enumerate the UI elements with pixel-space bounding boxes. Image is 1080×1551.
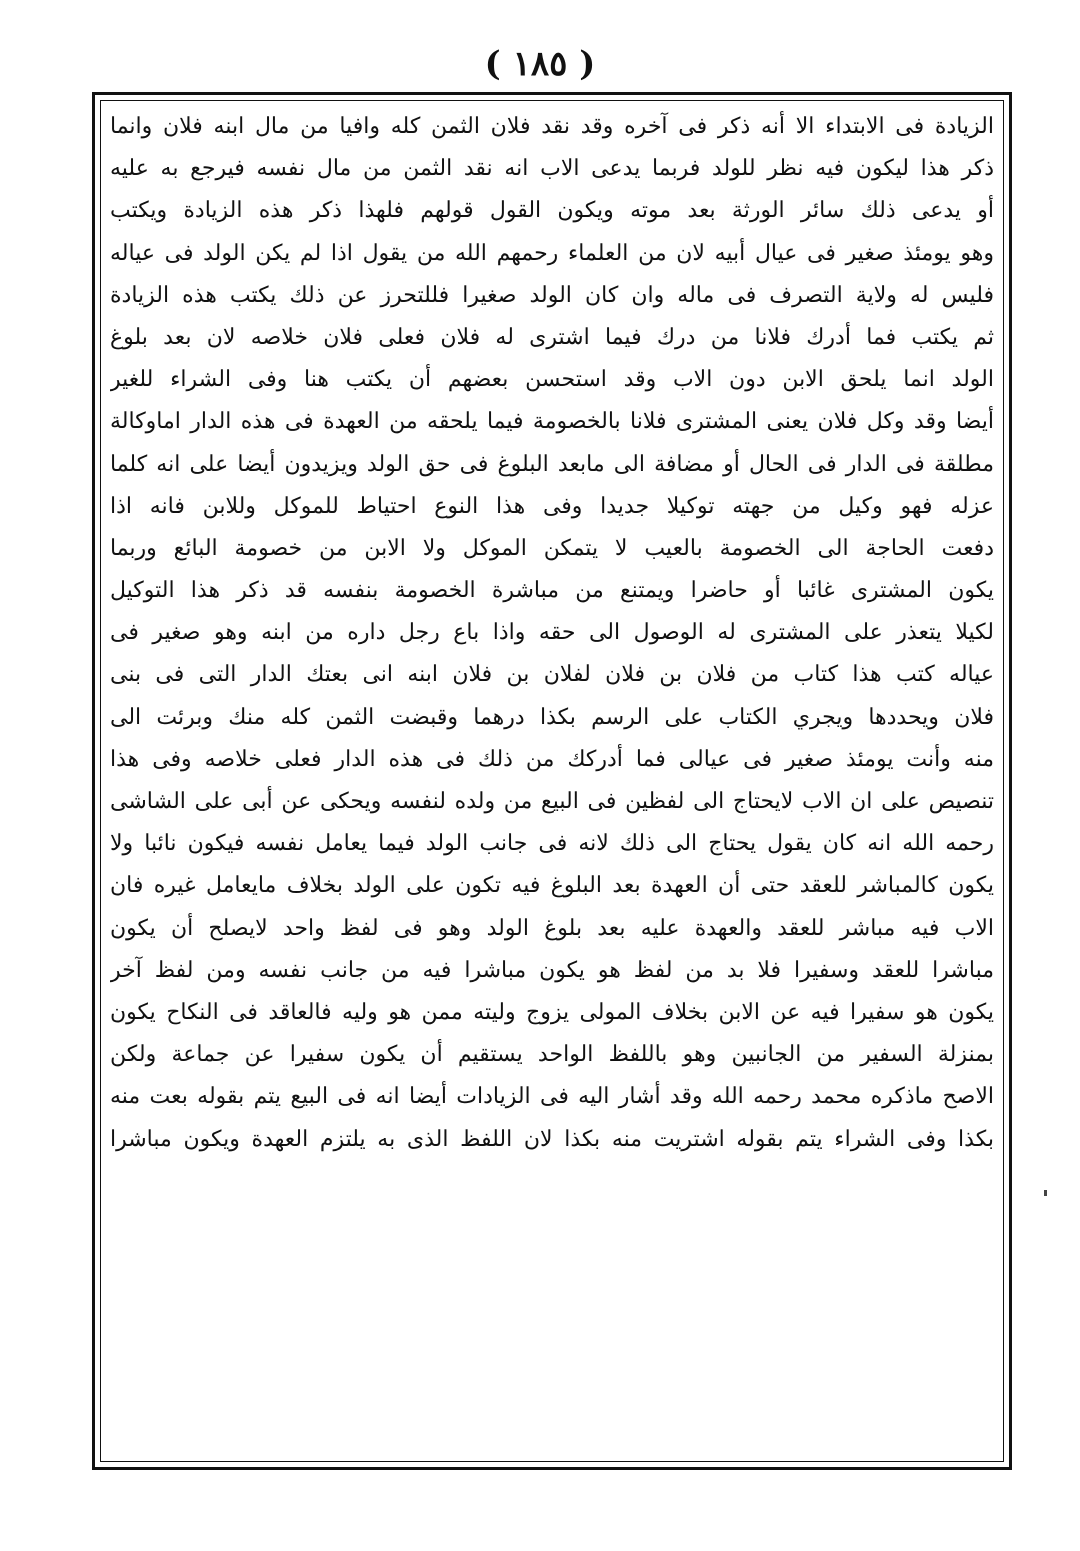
text-line: مطلقة فى الدار فى الحال أو مضافة الى مابعد البلوغ فى حق الولد ويزيدون أيضا على انه كلما <box>110 451 994 477</box>
body-text <box>110 106 994 1456</box>
text-line: الزيادة فى الابتداء الا أنه ذكر فى آخره وقد نقد فلان الثمن كله وافيا من مال ابنه فلان وانما <box>110 114 994 139</box>
text-line: بمنزلة السفير من الجانبين وهو باللفظ الواحد يستقيم أن يكون سفيرا عن جماعة ولكن <box>110 1042 994 1068</box>
text-line: تنصيص على ان الاب لايحتاج الى لفظين فى البيع من ولده لنفسه ويحكى عن أبى على الشاشى <box>110 789 994 814</box>
text-line: عزله فهو وكيل من جهته توكيلا جديدا وفى هذا النوع احتياط للموكل وللابن فانه اذا <box>110 493 994 519</box>
text-line: بكذا وفى الشراء يتم بقوله اشتريت منه بكذا لان اللفظ الذى به يلتزم العهدة ويكون مباشرا <box>110 1126 994 1152</box>
text-line: الولد انما يلحق الابن دون الاب وقد استحسن بعضهم أن يكتب هنا وفى الشراء للغير <box>110 367 994 393</box>
text-line: منه وأنت يومئذ صغير فى عيالى فما أدركك من ذلك فى هذه الدار فعلى خلاصه وفى هذا <box>110 746 994 772</box>
text-line: أو يدعى ذلك سائر الورثة بعد موته ويكون القول قولهم فلهذا ذكر هذه الزيادة ويكتب <box>110 198 994 224</box>
text-line: وهو يومئذ صغير فى عيال أبيه لان من العلماء رحمهم الله من يقول اذا لم يكن الولد فى عياله <box>110 240 994 266</box>
text-line: دفعت الحاجة الى الخصومة بالعيب لا يتمكن الموكل ولا الابن من خصومة البائع وربما <box>110 535 994 561</box>
text-line: ثم يكتب فما أدرك فلانا من درك فيما اشترى له فلان فعلى فلان خلاصه لان بعد بلوغ <box>110 324 994 350</box>
text-line: ذكر هذا ليكون فيه نظر للولد فربما يدعى الاب انه نقد الثمن من مال نفسه فيرجع به عليه <box>110 156 994 182</box>
text-line: لكيلا يتعذر على المشترى له الوصول الى حقه واذا باع رجل داره من ابنه وهو صغير فى <box>110 620 994 646</box>
text-line: يكون المشترى غائبا أو حاضرا ويمتنع من مباشرة الخصومة بنفسه قد ذكر هذا التوكيل <box>110 578 994 604</box>
text-line: أيضا وقد وكل فلان يعنى المشترى فلانا بالخصومة فيما يلحقه من العهدة فى هذه الدار اماوكالة <box>110 409 994 435</box>
text-line: رحمه الله انه كان يقول يحتاج الى ذلك لانه فى جانب الولد فيما يعامل نفسه فيكون نائبا ولا <box>110 831 994 857</box>
text-line: الاب فيه مباشر للعقد والعهدة عليه بعد بلوغ الولد وهو فى لفظ واحد لايصلح أن يكون <box>110 915 994 941</box>
text-line: يكون كالمباشر للعقد حتى أن العهدة بعد البلوغ فيه تكون على الولد بخلاف مايعامل غيره فان <box>110 873 994 899</box>
scan-speck <box>1044 1190 1047 1196</box>
text-line: مباشرا للعقد وسفيرا فلا بد من لفظ هو يكون مباشرا فيه من جانب نفسه ومن لفظ آخر <box>110 957 994 983</box>
text-line: الاصح ماذكره محمد رحمه الله وقد أشار اليه فى الزيادات أيضا انه فى البيع يتم بقوله بعت منه <box>110 1084 994 1110</box>
page-number: ( ١٨٥ ) <box>484 44 596 84</box>
text-line: عياله كتب هذا كتاب من فلان بن فلان لفلان بن فلان ابنه انى بعتك الدار التى فى بنى <box>110 662 994 688</box>
text-line: يكون هو سفيرا فيه عن الابن بخلاف المولى يزوج وليته ممن هو وليه فالعاقد فى النكاح يكون <box>110 999 994 1025</box>
text-line: فليس له ولاية التصرف فى ماله وان كان الولد صغيرا فللتحرز عن ذلك يكتب هذه الزيادة <box>110 282 994 308</box>
text-line: فلان ويحددها ويجري الكتاب على الرسم بكذا درهما وقبضت الثمن كله منك وبرئت الى <box>110 704 994 730</box>
